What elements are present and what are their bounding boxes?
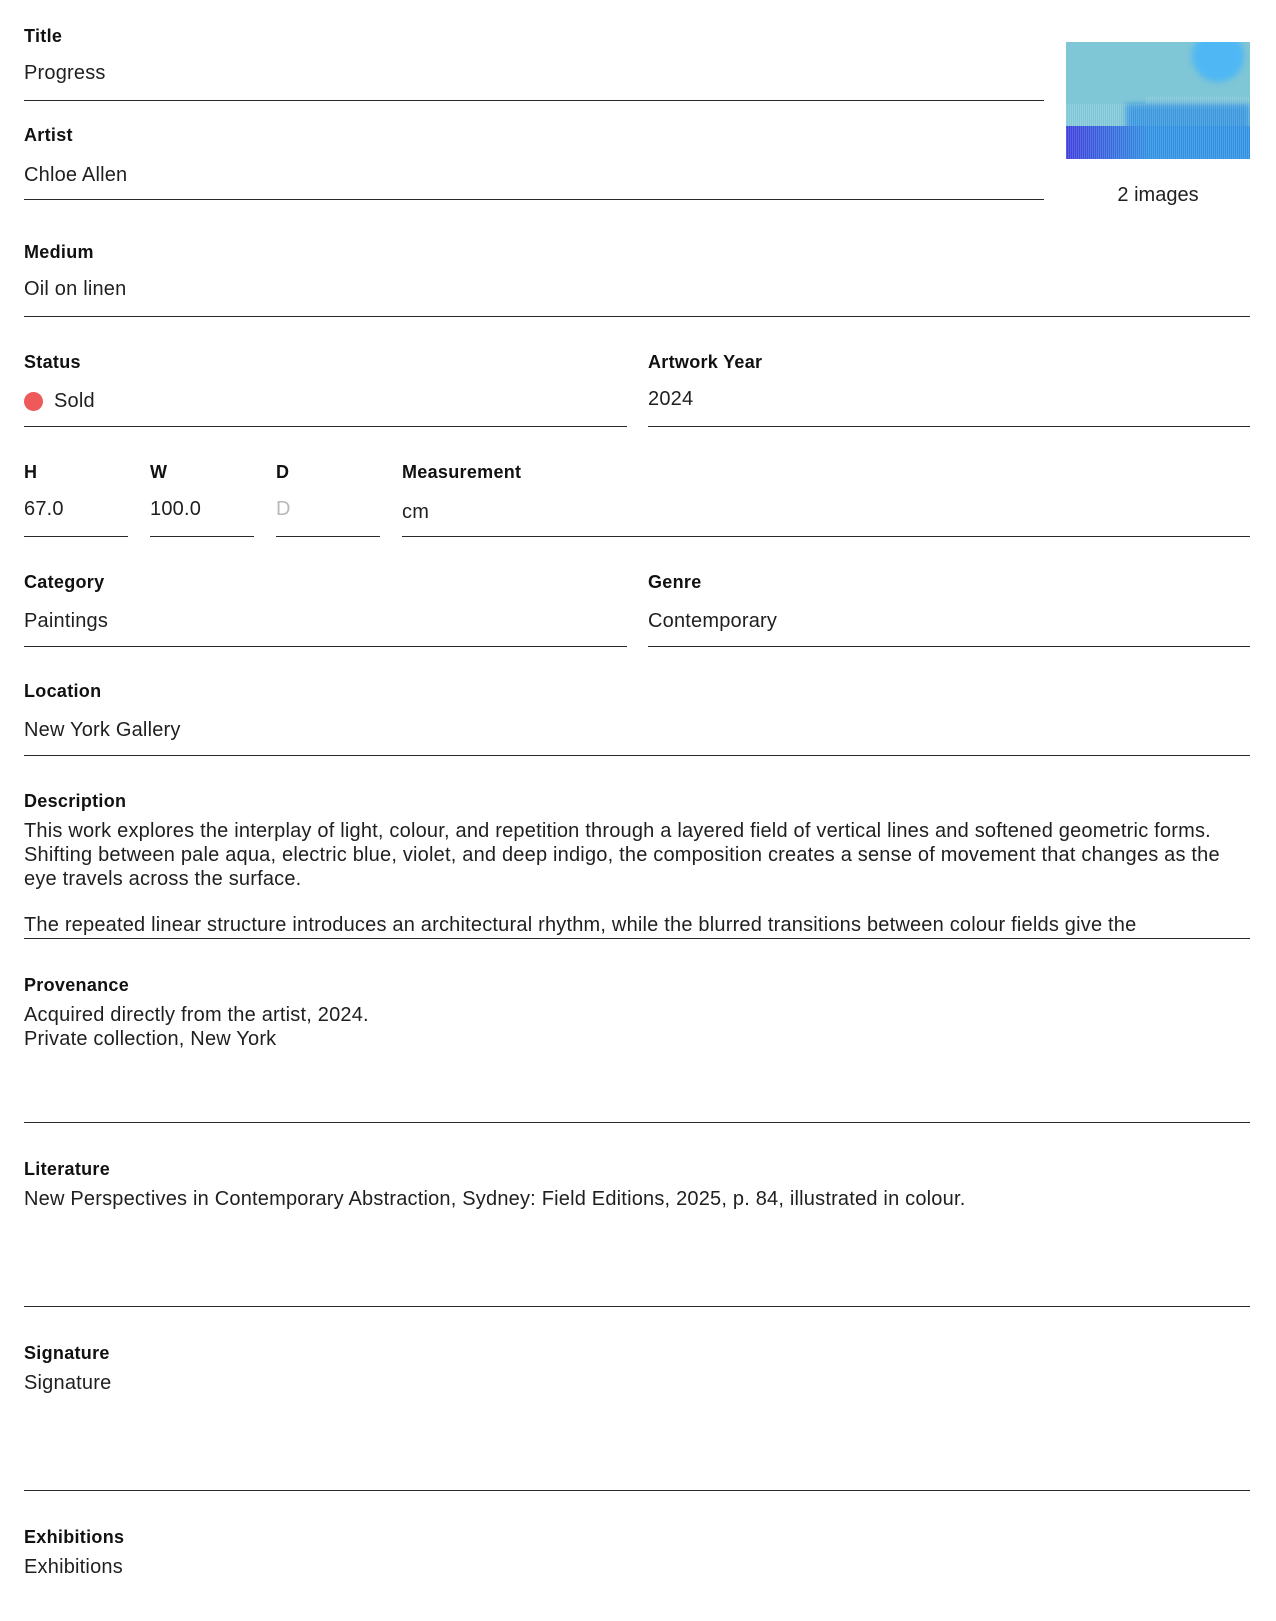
exhibitions-textarea[interactable] bbox=[24, 1555, 1250, 1613]
status-field[interactable] bbox=[24, 350, 627, 427]
artist-field[interactable] bbox=[24, 123, 1044, 200]
provenance-line-2: Private collection, New York bbox=[24, 1028, 277, 1050]
artwork-thumbnail-image bbox=[1066, 42, 1250, 159]
width-label: W bbox=[150, 462, 168, 482]
category-label: Category bbox=[24, 572, 105, 592]
provenance-label: Provenance bbox=[24, 975, 130, 995]
provenance-textarea[interactable] bbox=[24, 1003, 1250, 1121]
depth-field[interactable] bbox=[276, 460, 380, 537]
exhibitions-field[interactable] bbox=[24, 1525, 1250, 1615]
depth-input[interactable]: D bbox=[276, 498, 291, 520]
provenance-field[interactable] bbox=[24, 973, 1250, 1123]
genre-value[interactable]: Contemporary bbox=[648, 610, 778, 632]
measurement-field[interactable] bbox=[402, 460, 1250, 537]
signature-textarea[interactable] bbox=[24, 1371, 1250, 1489]
title-field[interactable] bbox=[24, 24, 1044, 101]
literature-text: New Perspectives in Contemporary Abstraction, Sydney: Field Editions, 2025, p. 84, illustrated in colour. bbox=[24, 1188, 966, 1210]
literature-field[interactable] bbox=[24, 1157, 1250, 1307]
signature-field[interactable] bbox=[24, 1341, 1250, 1491]
medium-label: Medium bbox=[24, 242, 94, 262]
genre-label: Genre bbox=[648, 572, 702, 592]
status-indicator-icon bbox=[24, 392, 43, 411]
description-paragraph-1: This work explores the interplay of light, colour, and repetition through a layered field of vertical lines and softened geometric forms. Shifting between pale aqua, electric blue, violet, and deep indigo, the composition creates a sense of movement that changes as the eye travels across the surface. bbox=[24, 820, 1220, 890]
width-field[interactable] bbox=[150, 460, 254, 537]
signature-label: Signature bbox=[24, 1343, 110, 1363]
medium-field[interactable] bbox=[24, 240, 1250, 317]
description-textarea[interactable] bbox=[24, 819, 1250, 937]
literature-textarea[interactable] bbox=[24, 1187, 1250, 1305]
genre-field[interactable] bbox=[648, 570, 1250, 647]
description-paragraph-2: The repeated linear structure introduces an architectural rhythm, while the blurred transitions between colour fields give the bbox=[24, 914, 1137, 936]
exhibitions-label: Exhibitions bbox=[24, 1527, 125, 1547]
status-value[interactable]: Sold bbox=[54, 390, 95, 412]
location-label: Location bbox=[24, 681, 102, 701]
status-label: Status bbox=[24, 352, 81, 372]
signature-placeholder: Signature bbox=[24, 1372, 112, 1394]
description-label: Description bbox=[24, 791, 127, 811]
medium-value[interactable]: Oil on linen bbox=[24, 278, 127, 300]
artist-value[interactable]: Chloe Allen bbox=[24, 164, 128, 186]
exhibitions-placeholder: Exhibitions bbox=[24, 1556, 123, 1578]
height-value[interactable]: 67.0 bbox=[24, 498, 64, 520]
title-label: Title bbox=[24, 26, 63, 46]
category-value[interactable]: Paintings bbox=[24, 610, 109, 632]
artwork-year-value[interactable]: 2024 bbox=[648, 388, 694, 410]
location-field[interactable] bbox=[24, 679, 1250, 756]
measurement-label: Measurement bbox=[402, 462, 522, 482]
location-value[interactable]: New York Gallery bbox=[24, 719, 181, 741]
images-count[interactable]: 2 images bbox=[1117, 184, 1199, 206]
artwork-thumbnail[interactable] bbox=[1066, 42, 1250, 159]
height-field[interactable] bbox=[24, 460, 128, 537]
measurement-value[interactable]: cm bbox=[402, 501, 430, 523]
depth-label: D bbox=[276, 462, 290, 482]
description-field[interactable] bbox=[24, 789, 1250, 939]
width-value[interactable]: 100.0 bbox=[150, 498, 202, 520]
artist-label: Artist bbox=[24, 125, 73, 145]
category-field[interactable] bbox=[24, 570, 627, 647]
height-label: H bbox=[24, 462, 38, 482]
artwork-year-field[interactable] bbox=[648, 350, 1250, 427]
literature-label: Literature bbox=[24, 1159, 111, 1179]
title-value[interactable]: Progress bbox=[24, 62, 106, 84]
artwork-year-label: Artwork Year bbox=[648, 352, 763, 372]
provenance-line-1: Acquired directly from the artist, 2024. bbox=[24, 1004, 369, 1026]
